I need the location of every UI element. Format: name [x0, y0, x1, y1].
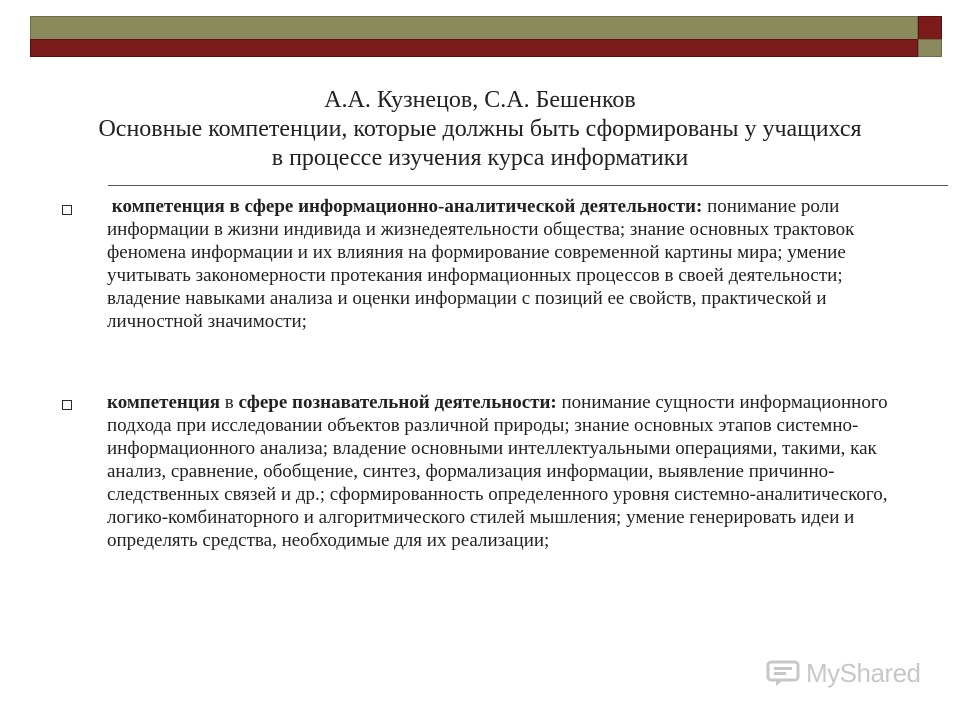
item-2-connector: в [220, 392, 239, 413]
bullet-square-icon [62, 205, 72, 215]
header-corner-olive [918, 39, 942, 57]
item-2-text: понимание сущности информационного подхода при исследовании объектов различной природы; знание основных этапов системно-информационного анализа; владение основными интеллектуальными операциями, такими, как анализ, сравнение, обобщение, синтез, формализация информации, выявление причинно-следственных связей и др.; сформированность определенного уровня системно-аналитического, логико-комбинаторного и алгоритмического стилей мышления; умение генерировать идеи и определять средства, необходимые для их реализации; [107, 392, 888, 551]
header-bar-maroon [30, 39, 918, 57]
myshared-logo-icon [766, 658, 800, 688]
competence-item-2 [107, 391, 917, 552]
slide-title [0, 86, 960, 173]
item-1-heading: компетенция в сфере информационно-аналитической деятельности: [111, 196, 703, 217]
item-2-heading-a: компетенция [107, 392, 221, 413]
title-authors: А.А. Кузнецов, С.А. Бешенков [324, 87, 636, 113]
watermark-label: MyShared [806, 657, 921, 688]
competence-item-1 [107, 195, 917, 333]
title-line-3: в процессе изучения курса информатики [271, 145, 689, 171]
item-2-heading-b: сфере познавательной деятельности: [238, 392, 557, 413]
watermark [766, 656, 921, 690]
header-corner-maroon [918, 16, 942, 40]
title-underline [108, 185, 948, 186]
item-1-text: понимание роли информации в жизни индивида и жизнедеятельности общества; знание основных трактовок феномена информации и их влияния на формирование современной картины мира; умение учитывать закономерности протекания информационных процессов в своей деятельности; владение навыками анализа и оценки информации с позиций ее свойств, практической и личностной значимости; [107, 196, 855, 332]
title-line-2: Основные компетенции, которые должны быть сформированы у учащихся [98, 116, 862, 142]
bullet-square-icon [62, 400, 72, 410]
header-bar-olive [30, 16, 918, 40]
